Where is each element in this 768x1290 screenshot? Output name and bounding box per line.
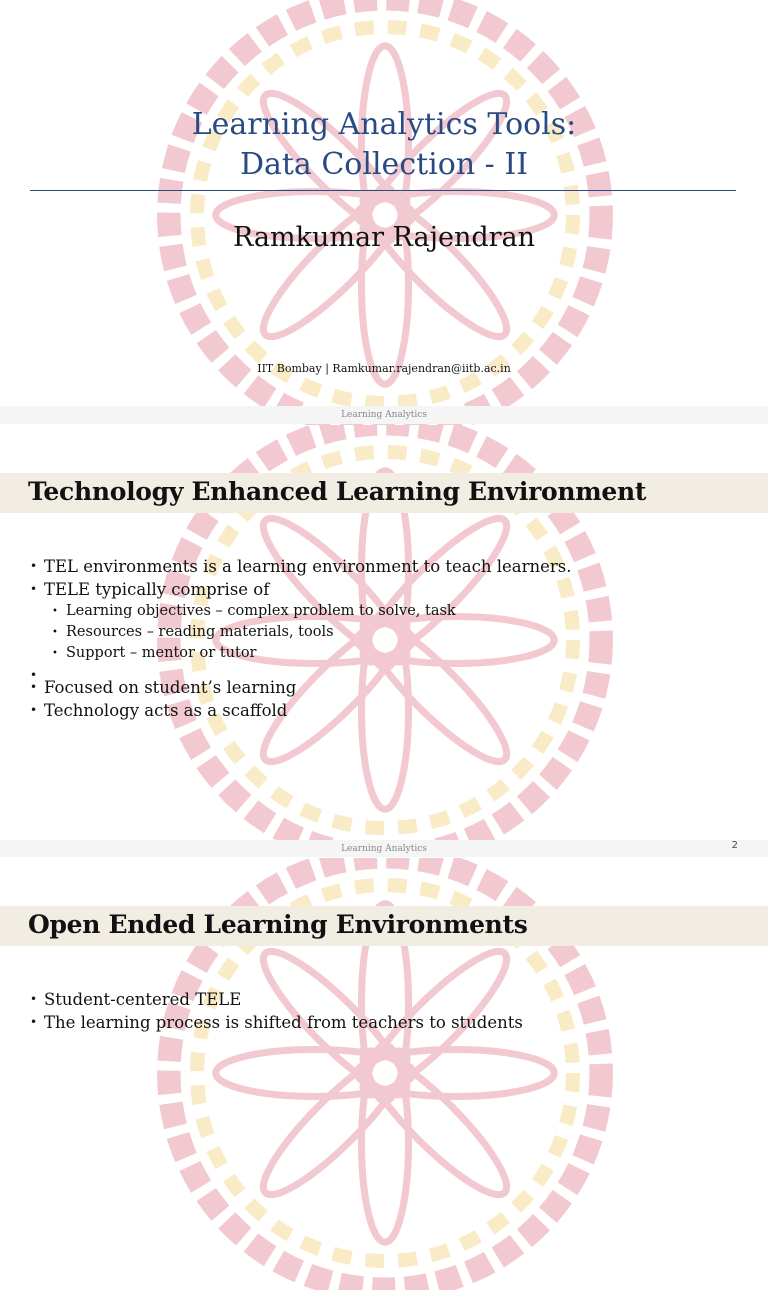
bullet-list xyxy=(30,988,523,1034)
content-slide-2 xyxy=(0,425,768,857)
page-number: 2 xyxy=(731,840,738,851)
sub-list-item: • Resources – reading materials, tools xyxy=(52,622,572,643)
title-line-1: Learning Analytics Tools: xyxy=(191,107,577,142)
affiliation: IIT Bombay | Ramkumar.rajendran@iitb.ac.in xyxy=(257,362,511,375)
presentation-title xyxy=(0,105,768,185)
title-line-2: Data Collection - II xyxy=(239,147,529,182)
list-item: • Student-centered TELE xyxy=(30,988,523,1011)
slide-title: Open Ended Learning Environments xyxy=(28,910,528,939)
list-item: • Focused on student’s learning xyxy=(30,676,572,699)
author-name: Ramkumar Rajendran xyxy=(232,222,536,253)
sub-bullet-list xyxy=(44,601,572,664)
bullet-list xyxy=(30,555,572,722)
list-item-text: TELE typically comprise of xyxy=(44,580,270,599)
list-spacer xyxy=(30,664,572,676)
list-item: • The learning process is shifted from teachers to students xyxy=(30,1011,523,1034)
sub-list-item: • Support – mentor or tutor xyxy=(52,643,572,664)
footer-text: Learning Analytics xyxy=(341,844,427,854)
list-item xyxy=(30,578,572,664)
sub-list-item: • Learning objectives – complex problem to solve, task xyxy=(52,601,572,622)
footer-text: Learning Analytics xyxy=(341,410,427,420)
title-slide xyxy=(0,0,768,432)
title-divider xyxy=(30,190,736,191)
list-item: • Technology acts as a scaffold xyxy=(30,699,572,722)
slide-title: Technology Enhanced Learning Environment xyxy=(28,477,647,506)
content-slide-3 xyxy=(0,858,768,1290)
list-item: • TEL environments is a learning environment to teach learners. xyxy=(30,555,572,578)
